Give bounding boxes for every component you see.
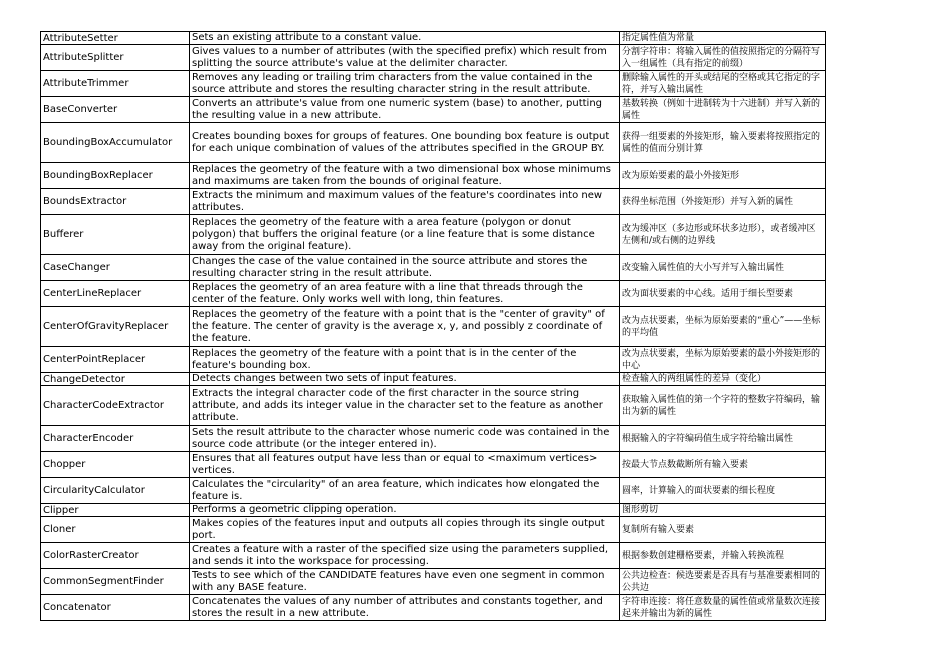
transformer-description-zh[interactable]: 按最大节点数截断所有输入要素 (620, 452, 826, 478)
transformer-description-zh[interactable]: 改为原始要素的最小外接矩形 (620, 163, 826, 189)
spreadsheet (40, 31, 826, 621)
transformer-name[interactable]: CaseChanger (41, 255, 190, 281)
transformer-description-zh[interactable]: 检查输入的两组属性的差异（变化） (620, 373, 826, 386)
transformer-description-zh[interactable]: 改为缓冲区（多边形或环状多边形），或者缓冲区左侧和/或右侧的边界线 (620, 215, 826, 255)
transformer-description[interactable]: Removes any leading or trailing trim characters from the value contained in the source attribute and stores the resulting character string in the result attribute. (190, 71, 620, 97)
transformer-name[interactable]: CenterOfGravityReplacer (41, 307, 190, 347)
table-row (41, 45, 826, 71)
table-row (41, 517, 826, 543)
transformer-description[interactable]: Replaces the geometry of the feature with a area feature (polygon or donut polygon) that buffers the original feature (or a line feature that is some distance away from the original feature). (190, 215, 620, 255)
transformer-name[interactable]: BoundingBoxReplacer (41, 163, 190, 189)
table-row (41, 307, 826, 347)
transformer-name[interactable]: BaseConverter (41, 97, 190, 123)
table-row (41, 281, 826, 307)
transformer-name[interactable]: ColorRasterCreator (41, 543, 190, 569)
table-row (41, 452, 826, 478)
transformer-description-zh[interactable]: 改为点状要素，坐标为原始要素的“重心”——坐标的平均值 (620, 307, 826, 347)
transformer-description[interactable]: Replaces the geometry of the feature with a two dimensional box whose minimums and maximums are taken from the bounds of original feature. (190, 163, 620, 189)
transformer-name[interactable]: Clipper (41, 504, 190, 517)
transformer-name[interactable]: Concatenator (41, 595, 190, 621)
transformer-name[interactable]: Bufferer (41, 215, 190, 255)
transformer-description[interactable]: Concatenates the values of any number of attributes and constants together, and stores the result in a new attribute. (190, 595, 620, 621)
table-row (41, 569, 826, 595)
transformer-description[interactable]: Extracts the integral character code of the first character in the source string attribute, and adds its integer value in the character set to the feature as another attribute. (190, 386, 620, 426)
transformer-description-zh[interactable]: 图形剪切 (620, 504, 826, 517)
transformer-description-zh[interactable]: 获得一组要素的外接矩形，输入要素将按照指定的属性的值而分别计算 (620, 123, 826, 163)
transformer-name[interactable]: CharacterEncoder (41, 426, 190, 452)
transformer-name[interactable]: CenterLineReplacer (41, 281, 190, 307)
transformer-description[interactable]: Calculates the "circularity" of an area feature, which indicates how elongated the feature is. (190, 478, 620, 504)
table-body (41, 32, 826, 621)
transformer-description[interactable]: Extracts the minimum and maximum values of the feature's coordinates into new attributes. (190, 189, 620, 215)
transformer-description[interactable]: Tests to see which of the CANDIDATE features have even one segment in common with any BASE feature. (190, 569, 620, 595)
transformer-table (40, 31, 826, 621)
transformer-description-zh[interactable]: 获得坐标范围（外接矩形）并写入新的属性 (620, 189, 826, 215)
transformer-description[interactable]: Sets the result attribute to the character whose numeric code was contained in the source code attribute (or the integer entered in). (190, 426, 620, 452)
table-row (41, 97, 826, 123)
table-row (41, 386, 826, 426)
transformer-description-zh[interactable]: 改变输入属性值的大小写并写入输出属性 (620, 255, 826, 281)
transformer-name[interactable]: CharacterCodeExtractor (41, 386, 190, 426)
transformer-description-zh[interactable]: 公共边检查：候选要素是否具有与基准要素相同的公共边 (620, 569, 826, 595)
transformer-description[interactable]: Replaces the geometry of an area feature with a line that threads through the center of the feature. Only works well with long, thin features. (190, 281, 620, 307)
transformer-description-zh[interactable]: 改为点状要素，坐标为原始要素的最小外接矩形的中心 (620, 347, 826, 373)
transformer-name[interactable]: ChangeDetector (41, 373, 190, 386)
transformer-description[interactable]: Creates a feature with a raster of the specified size using the parameters supplied, and sends it into the workspace for processing. (190, 543, 620, 569)
transformer-description[interactable]: Gives values to a number of attributes (with the specified prefix) which result from splitting the source attribute's value at the delimiter character. (190, 45, 620, 71)
transformer-description-zh[interactable]: 根据输入的字符编码值生成字符给输出属性 (620, 426, 826, 452)
transformer-description-zh[interactable]: 圆率，计算输入的面状要素的细长程度 (620, 478, 826, 504)
transformer-description[interactable]: Detects changes between two sets of input features. (190, 373, 620, 386)
transformer-name[interactable]: AttributeTrimmer (41, 71, 190, 97)
transformer-description[interactable]: Creates bounding boxes for groups of features. One bounding box feature is output for each unique combination of values of the attributes specified in the GROUP BY. (190, 123, 620, 163)
table-row (41, 347, 826, 373)
transformer-description[interactable]: Replaces the geometry of the feature with a point that is the "center of gravity" of the feature. The center of gravity is the average x, y, and possibly z coordinate of the feature. (190, 307, 620, 347)
table-row (41, 163, 826, 189)
transformer-description-zh[interactable]: 改为面状要素的中心线。适用于细长型要素 (620, 281, 826, 307)
table-row (41, 32, 826, 45)
transformer-description[interactable]: Makes copies of the features input and outputs all copies through its single output port. (190, 517, 620, 543)
table-row (41, 504, 826, 517)
transformer-name[interactable]: CommonSegmentFinder (41, 569, 190, 595)
transformer-description-zh[interactable]: 基数转换（例如十进制转为十六进制）并写入新的属性 (620, 97, 826, 123)
transformer-name[interactable]: CircularityCalculator (41, 478, 190, 504)
transformer-name[interactable]: CenterPointReplacer (41, 347, 190, 373)
transformer-description-zh[interactable]: 字符串连接：将任意数量的属性值或常量数次连接起来并输出为新的属性 (620, 595, 826, 621)
transformer-name[interactable]: BoundingBoxAccumulator (41, 123, 190, 163)
table-row (41, 426, 826, 452)
table-row (41, 543, 826, 569)
transformer-description[interactable]: Replaces the geometry of the feature with a point that is in the center of the feature's bounding box. (190, 347, 620, 373)
table-row (41, 215, 826, 255)
table-row (41, 123, 826, 163)
transformer-description[interactable]: Sets an existing attribute to a constant value. (190, 32, 620, 45)
transformer-name[interactable]: AttributeSetter (41, 32, 190, 45)
table-row (41, 189, 826, 215)
transformer-name[interactable]: Cloner (41, 517, 190, 543)
transformer-description[interactable]: Performs a geometric clipping operation. (190, 504, 620, 517)
transformer-name[interactable]: AttributeSplitter (41, 45, 190, 71)
transformer-name[interactable]: BoundsExtractor (41, 189, 190, 215)
table-row (41, 478, 826, 504)
transformer-description[interactable]: Converts an attribute's value from one numeric system (base) to another, putting the resulting value in a new attribute. (190, 97, 620, 123)
transformer-description-zh[interactable]: 删除输入属性的开头或结尾的空格或其它指定的字符，并写入输出属性 (620, 71, 826, 97)
table-row (41, 255, 826, 281)
transformer-description-zh[interactable]: 复制所有输入要素 (620, 517, 826, 543)
transformer-description-zh[interactable]: 分割字符串：将输入属性的值按照指定的分隔符写入一组属性（具有指定的前缀） (620, 45, 826, 71)
table-row (41, 71, 826, 97)
transformer-description[interactable]: Changes the case of the value contained in the source attribute and stores the resulting character string in the result attribute. (190, 255, 620, 281)
transformer-description-zh[interactable]: 获取输入属性值的第一个字符的整数字符编码，输出为新的属性 (620, 386, 826, 426)
transformer-description-zh[interactable]: 指定属性值为常量 (620, 32, 826, 45)
transformer-description[interactable]: Ensures that all features output have less than or equal to <maximum vertices> vertices. (190, 452, 620, 478)
table-row (41, 595, 826, 621)
table-row (41, 373, 826, 386)
transformer-description-zh[interactable]: 根据参数创建栅格要素，并输入转换流程 (620, 543, 826, 569)
transformer-name[interactable]: Chopper (41, 452, 190, 478)
